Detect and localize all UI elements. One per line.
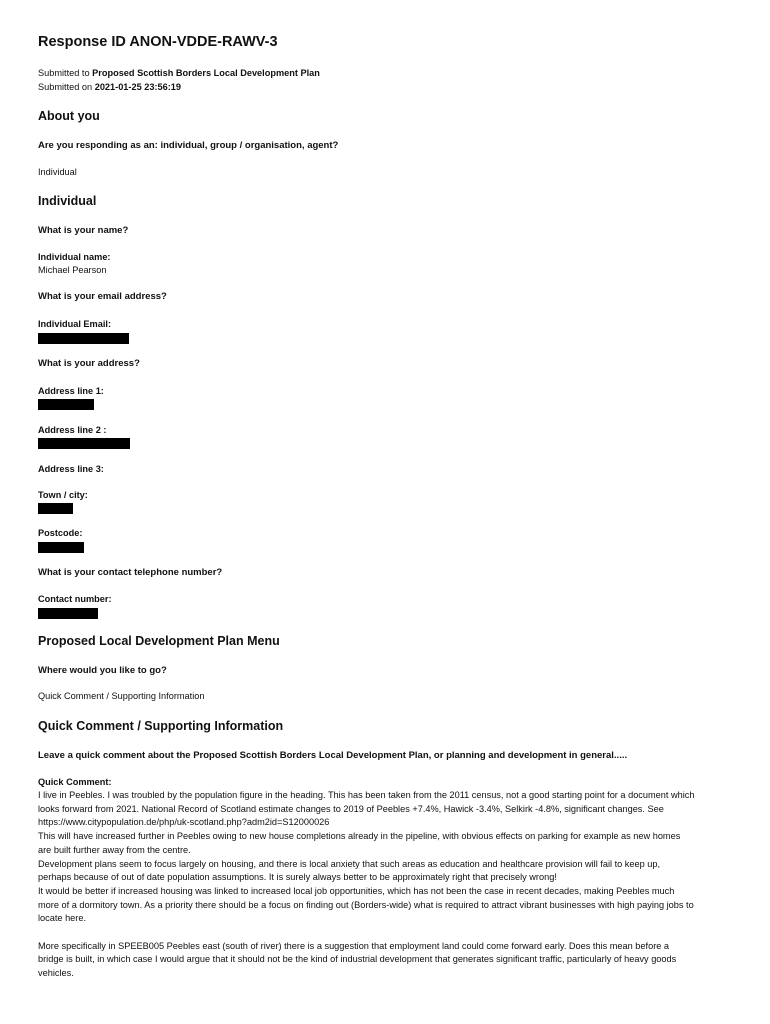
redacted-postcode xyxy=(38,542,84,553)
label-quick-comment: Quick Comment: xyxy=(38,777,112,787)
label-individual-email: Individual Email: xyxy=(38,319,112,329)
comment-line: more of a dormitory town. As a priority there should be a focus on finding out (Borders-wide) what is required to attract vibrant businesses with high paying jobs to xyxy=(38,899,694,910)
comment-line: bridge is built, in which case I would argue that it should not be the kind of industrial development that generates significant traffic, particularly of heavy goods xyxy=(38,954,677,965)
comment-line: vehicles. xyxy=(38,968,74,979)
section-heading-about: About you xyxy=(38,109,100,123)
submitted-to-line xyxy=(38,67,732,81)
section-heading-menu: Proposed Local Development Plan Menu xyxy=(38,634,280,648)
comment-line: It would be better if increased housing was linked to increased local job opportunities, which has not been the case in recent decades, making Peebles much xyxy=(38,885,675,896)
redacted-contact-number xyxy=(38,608,98,619)
answer-where-to-go: Quick Comment / Supporting Information xyxy=(38,691,205,701)
comment-line-blank xyxy=(38,926,732,940)
comment-line: I live in Peebles. I was troubled by the population figure in the heading. This has been taken from the 2011 census, not a good starting point for a document which xyxy=(38,790,695,800)
submission-meta xyxy=(38,67,732,94)
submitted-on-line xyxy=(38,81,732,95)
question-name: What is your name? xyxy=(38,225,129,236)
quick-comment-text xyxy=(38,789,732,981)
question-email: What is your email address? xyxy=(38,291,167,302)
answer-respondent-type: Individual xyxy=(38,167,77,177)
question-quick-comment: Leave a quick comment about the Proposed Scottish Borders Local Development Plan, or planning and development in general..... xyxy=(38,750,628,761)
comment-line: Development plans seem to focus largely on housing, and there is local anxiety that such areas as education and healthcare provision will fail to keep up, xyxy=(38,858,661,869)
comment-line: looks forward from 2021. National Record of Scotland estimate changes to 2019 of Peebles +7.4%, Hawick -3.4%, Selkirk -4.8%, significant changes. See xyxy=(38,803,664,814)
section-heading-individual: Individual xyxy=(38,194,97,208)
redacted-address-line-2 xyxy=(38,438,130,449)
label-contact-number: Contact number: xyxy=(38,594,112,604)
label-address-line-2: Address line 2 : xyxy=(38,425,107,435)
response-title: Response ID ANON-VDDE-RAWV-3 xyxy=(38,34,278,50)
label-postcode: Postcode: xyxy=(38,528,83,538)
value-individual-name: Michael Pearson xyxy=(38,265,107,275)
question-where-to-go: Where would you like to go? xyxy=(38,665,167,676)
label-town-city: Town / city: xyxy=(38,490,88,500)
submitted-to-value: Proposed Scottish Borders Local Development Plan xyxy=(92,68,320,78)
label-address-line-3: Address line 3: xyxy=(38,464,104,474)
label-address-line-1: Address line 1: xyxy=(38,386,104,396)
comment-line: This will have increased further in Peebles owing to new house completions already in the pipeline, with obvious effects on parking for example as new homes xyxy=(38,831,681,842)
redacted-address-line-1 xyxy=(38,399,94,410)
submitted-to-label: Submitted to xyxy=(38,68,90,78)
question-respondent-type: Are you responding as an: individual, group / organisation, agent? xyxy=(38,140,339,151)
comment-line: More specifically in SPEEB005 Peebles east (south of river) there is a suggestion that employment land could come forward early. Does this mean before a xyxy=(38,940,670,951)
question-address: What is your address? xyxy=(38,358,140,369)
comment-line: https://www.citypopulation.de/php/uk-scotland.php?adm2id=S12000026 xyxy=(38,817,330,828)
label-individual-name: Individual name: xyxy=(38,252,111,262)
section-heading-quick-comment: Quick Comment / Supporting Information xyxy=(38,719,284,733)
comment-line: are built further away from the centre. xyxy=(38,844,191,855)
comment-line: perhaps because of out of date population assumptions. It is surely always better to be approximately right that precisely wrong! xyxy=(38,872,557,883)
redacted-town-city xyxy=(38,503,73,514)
submitted-on-value: 2021-01-25 23:56:19 xyxy=(94,81,182,92)
question-telephone: What is your contact telephone number? xyxy=(38,567,223,578)
comment-line: locate here. xyxy=(38,913,87,924)
submitted-on-label: Submitted on xyxy=(38,81,93,92)
redacted-email xyxy=(38,333,129,344)
